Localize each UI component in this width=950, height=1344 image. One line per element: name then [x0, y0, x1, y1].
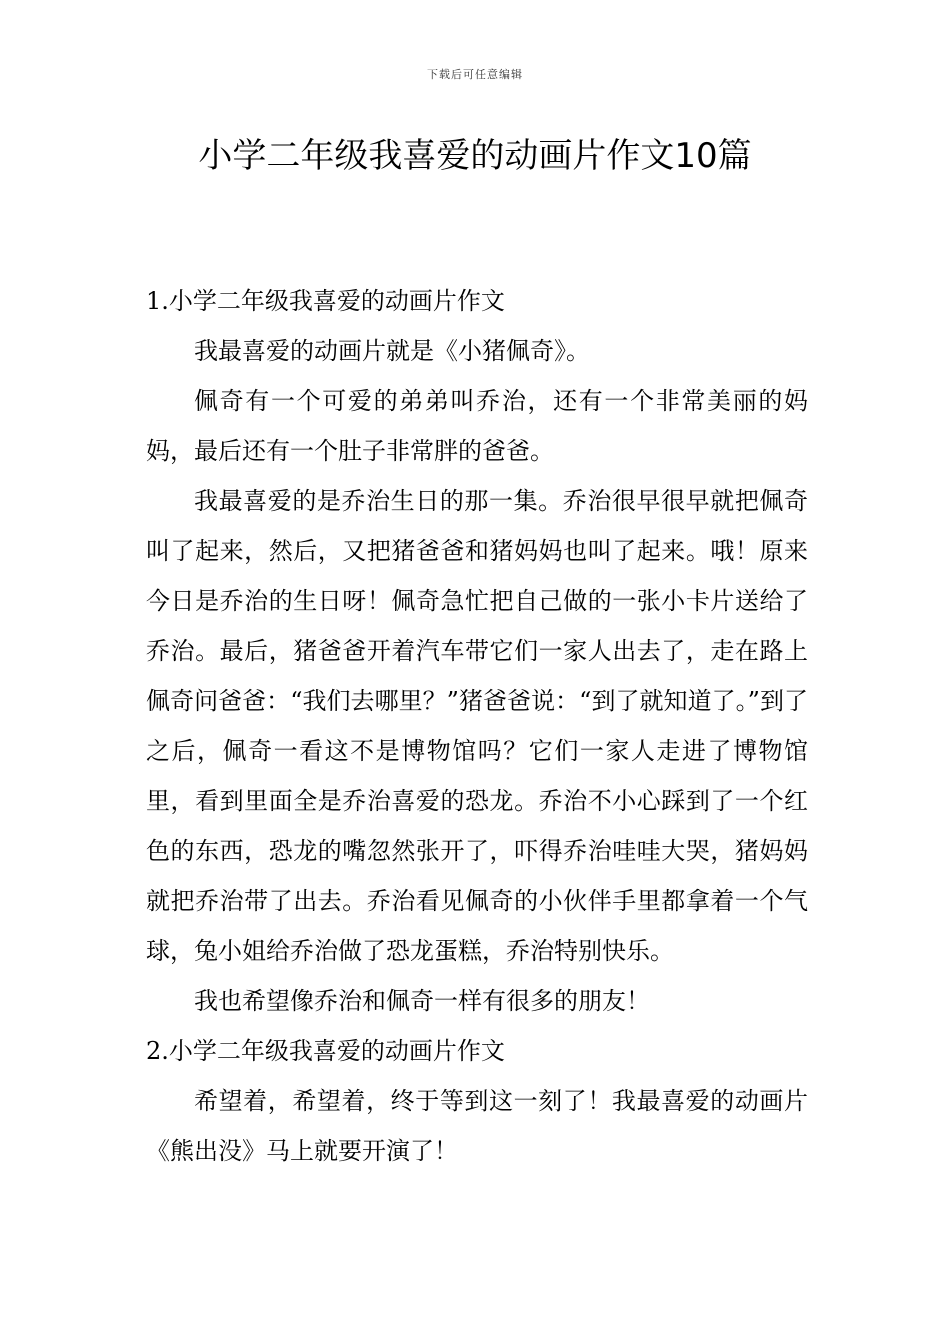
document-body [146, 276, 808, 1176]
paragraph: 我最喜爱的是乔治生日的那一集。乔治很早很早就把佩奇叫了起来，然后，又把猪爸爸和猪妈妈也叫了起来。哦！原来今日是乔治的生日呀！佩奇急忙把自己做的一张小卡片送给了乔治。最后，猪爸爸开着汽车带它们一家人出去了，走在路上佩奇问爸爸：“我们去哪里？”猪爸爸说：“到了就知道了。”到了之后，佩奇一看这不是博物馆吗？它们一家人走进了博物馆里，看到里面全是乔治喜爱的恐龙。乔治不小心踩到了一个红色的东西，恐龙的嘴忽然张开了，吓得乔治哇哇大哭，猪妈妈就把乔治带了出去。乔治看见佩奇的小伙伴手里都拿着一个气球，兔小姐给乔治做了恐龙蛋糕，乔治特别快乐。 [146, 487, 808, 965]
paragraph: 我也希望像乔治和佩奇一样有很多的朋友！ [194, 987, 650, 1015]
paragraph: 希望着，希望着，终于等到这一刻了！我最喜爱的动画片《熊出没》马上就要开演了！ [146, 1087, 808, 1165]
document-title: 小学二年级我喜爱的动画片作文10篇 [198, 136, 752, 176]
paragraph: 佩奇有一个可爱的弟弟叫乔治，还有一个非常美丽的妈妈，最后还有一个肚子非常胖的爸爸。 [146, 387, 808, 465]
section-heading: 1.小学二年级我喜爱的动画片作文 [146, 287, 505, 315]
paragraph: 我最喜爱的动画片就是《小猪佩奇》。 [194, 337, 590, 365]
section-heading: 2.小学二年级我喜爱的动画片作文 [146, 1037, 505, 1065]
header-note: 下载后可任意编辑 [427, 68, 523, 81]
